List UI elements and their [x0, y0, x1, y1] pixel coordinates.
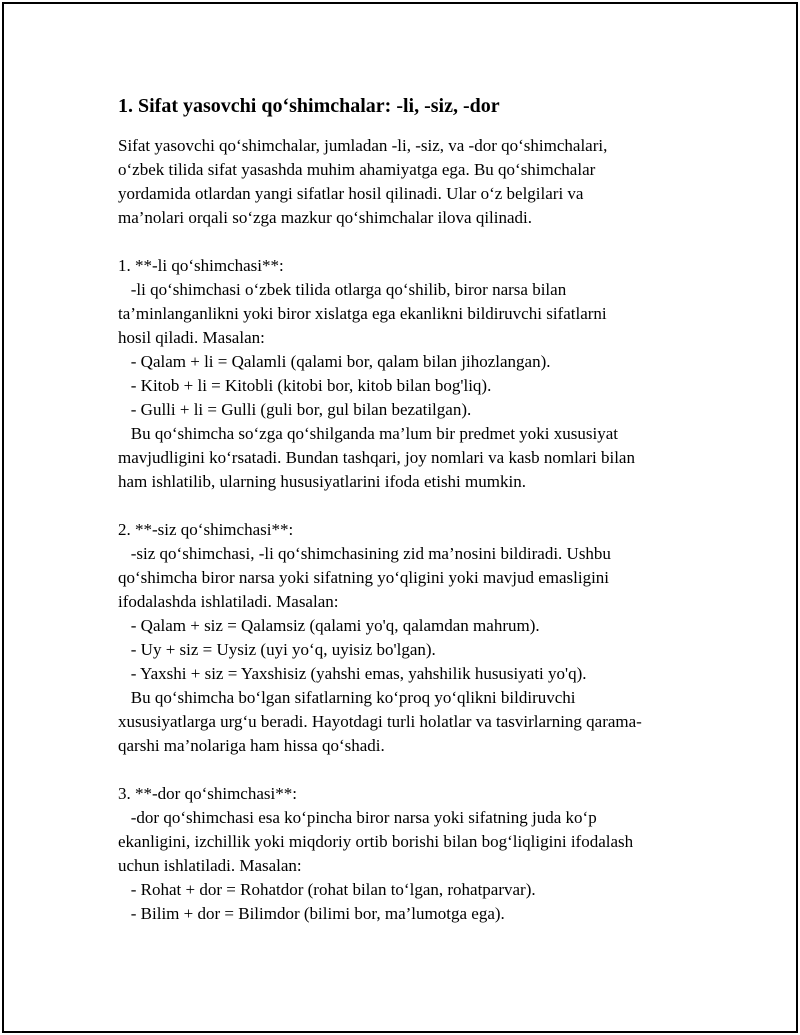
section-dor [118, 782, 718, 926]
text-line: ta’minlanganlikni yoki biror xislatga ega ekanlikni bildiruvchi sifatlarni [118, 304, 607, 323]
text-line: ifodalashda ishlatiladi. Masalan: [118, 592, 339, 611]
example-item: - Qalam + li = Qalamli (qalami bor, qalam bilan jihozlangan). [118, 352, 551, 371]
section-title: 2. **-siz qo‘shimchasi**: [118, 520, 294, 539]
section-siz [118, 518, 718, 758]
example-item: - Rohat + dor = Rohatdor (rohat bilan to‘lgan, rohatparvar). [118, 880, 536, 899]
example-item: - Yaxshi + siz = Yaxshisiz (yahshi emas, yahshilik hususiyati yo'q). [118, 664, 587, 683]
text-line: Bu qo‘shimcha so‘zga qo‘shilganda ma’lum bir predmet yoki xususiyat [118, 424, 618, 443]
example-item: - Gulli + li = Gulli (guli bor, gul bilan bezatilgan). [118, 400, 472, 419]
example-item: - Bilim + dor = Bilimdor (bilimi bor, ma’lumotga ega). [118, 904, 505, 923]
section-li [118, 254, 718, 494]
text-line: hosil qiladi. Masalan: [118, 328, 265, 347]
text-line: qo‘shimcha biror narsa yoki sifatning yo‘qligini yoki mavjud emasligini [118, 568, 610, 587]
section-title: 1. **-li qo‘shimchasi**: [118, 256, 284, 275]
text-line: ham ishlatilib, ularning hususiyatlarini ifoda etishi mumkin. [118, 472, 526, 491]
text-line: yordamida otlardan yangi sifatlar hosil qilinadi. Ular o‘z belgilari va [118, 184, 584, 203]
document-body [118, 92, 718, 926]
text-line: Bu qo‘shimcha bo‘lgan sifatlarning ko‘proq yo‘qlikni bildiruvchi [118, 688, 576, 707]
example-item: - Qalam + siz = Qalamsiz (qalami yo'q, qalamdan mahrum). [118, 616, 540, 635]
example-item: - Kitob + li = Kitobli (kitobi bor, kitob bilan bog'liq). [118, 376, 492, 395]
text-line: Sifat yasovchi qo‘shimchalar, jumladan -li, -siz, va -dor qo‘shimchalari, [118, 136, 608, 155]
text-line: qarshi ma’nolariga ham hissa qo‘shadi. [118, 736, 385, 755]
example-item: - Uy + siz = Uysiz (uyi yo‘q, uyisiz bo'lgan). [118, 640, 436, 659]
section-title: 3. **-dor qo‘shimchasi**: [118, 784, 297, 803]
text-line: -li qo‘shimchasi o‘zbek tilida otlarga qo‘shilib, biror narsa bilan [118, 280, 567, 299]
page-title: 1. Sifat yasovchi qo‘shimchalar: -li, -siz, -dor [118, 95, 500, 117]
text-line: ma’nolari orqali so‘zga mazkur qo‘shimchalar ilova qilinadi. [118, 208, 533, 227]
text-line: xususiyatlarga urg‘u beradi. Hayotdagi turli holatlar va tasvirlarning qarama- [118, 712, 642, 731]
text-line: o‘zbek tilida sifat yasashda muhim ahamiyatga ega. Bu qo‘shimchalar [118, 160, 596, 179]
text-line: -siz qo‘shimchasi, -li qo‘shimchasining zid ma’nosini bildiradi. Ushbu [118, 544, 611, 563]
text-line: ekanligini, izchillik yoki miqdoriy ortib borishi bilan bog‘liqligini ifodalash [118, 832, 634, 851]
text-line: -dor qo‘shimchasi esa ko‘pincha biror narsa yoki sifatning juda ko‘p [118, 808, 597, 827]
text-line: uchun ishlatiladi. Masalan: [118, 856, 302, 875]
text-line: mavjudligini ko‘rsatadi. Bundan tashqari, joy nomlari va kasb nomlari bilan [118, 448, 635, 467]
intro-paragraph [118, 134, 718, 230]
